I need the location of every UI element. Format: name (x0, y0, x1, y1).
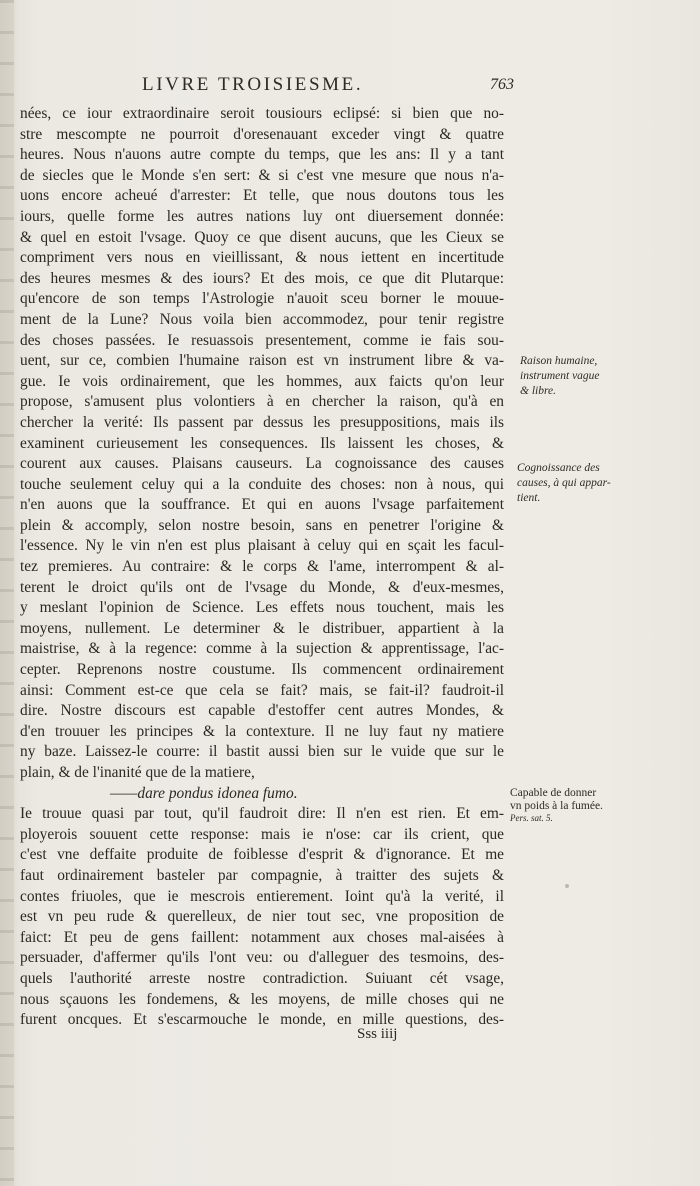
text-line: iours, quelle forme les autres nations luy ont diuersement donnée: (20, 207, 504, 225)
text-line: de siecles que le Monde s'en sert: & si c'est vne mesure que nous n'a- (20, 166, 504, 184)
text-line: dire. Nostre discours est capable d'estoffer cent autres Mondes, & (20, 702, 504, 720)
text-line: d'en trouuer les principes & la contexture. Il ne luy faut ny matiere (20, 722, 504, 740)
text-line: l'essence. Ny le vin n'en est plus plaisant à celuy qui en sçait les facul- (20, 537, 504, 555)
margin-note-line: vn poids à la fumée. (510, 800, 603, 812)
margin-note-line: Cognoissance des (517, 462, 600, 474)
text-line: c'est vne deffaite produite de foiblesse d'esprit & d'ignorance. Et me (20, 846, 504, 864)
text-line: ny baze. Laissez-le courre: il bastit aussi bien sur le vuide que sur le (20, 743, 504, 761)
text-line: est vn peu rude & querelleux, de nier tout sec, vne proposition de (20, 908, 504, 926)
margin-note-line: Raison humaine, (520, 355, 598, 367)
text-line: persuader, d'affermer qu'ils l'ont veu: ou d'alleguer des tesmoins, des- (20, 949, 504, 967)
margin-note-raison-humaine (520, 354, 600, 399)
text-line: nées, ce iour extraordinaire seroit tousiours eclipsé: si bien que no- (20, 105, 504, 122)
margin-note-capable (510, 787, 603, 824)
text-line: tez premieres. Au contraire: & le corps & l'ame, interrompent & al- (20, 558, 504, 576)
text-line: uons encore acheué d'arrester: Et telle, que nous doutons tous les (20, 187, 504, 205)
text-line: terent le droict qu'ils ont de l'vsage du Monde, & d'eux-mesmes, (20, 578, 504, 596)
text-line: Ie trouue quasi par tout, qu'il faudroit dire: Il n'en est rien. Et em- (20, 805, 504, 823)
binding-shadow (0, 0, 14, 1186)
latin-quotation: ——dare pondus idonea fumo. (110, 784, 298, 802)
margin-note-line: instrument vague (520, 370, 600, 382)
text-line: courent aux causes. Plaisans causeurs. La cognoissance des causes (20, 455, 504, 473)
text-line: des heures mesmes & des iours? Et des mois, ce que dit Plutarque: (20, 269, 504, 287)
main-text-block (20, 104, 504, 1031)
text-line: touche seulement celuy qui a la conduite des choses: non à nous, qui (20, 475, 504, 493)
page-header (0, 74, 700, 100)
text-line: contes friuoles, que ie mescrois entierement. Ioint qu'à la verité, il (20, 887, 504, 905)
text-line: quels l'authorité arreste nostre contradiction. Suiuant cét vsage, (20, 969, 504, 987)
text-line: moyens, nullement. Le determiner & le distribuer, appartient à la (20, 619, 504, 637)
text-line: chercher la verité: Ils passent par dessus les presuppositions, mais ils (20, 413, 504, 431)
text-line: ment de la Lune? Nous voila bien accommodez, pour tenir registre (20, 310, 504, 328)
margin-note-line: & libre. (520, 385, 556, 397)
text-line: plain, & de l'inanité que de la matiere, (20, 764, 255, 781)
paper-spot (565, 884, 569, 888)
text-line: faict: Et peu de gens faillent: notamment aux choses mal-aisées à (20, 928, 504, 946)
text-line: cepter. Reprenons nostre coustume. Ils commencent ordinairement (20, 661, 504, 679)
text-line: uent, sur ce, combien l'humaine raison est vn instrument libre & va- (20, 352, 504, 370)
margin-note-line: causes, à qui appar- (517, 477, 611, 489)
text-line: propose, s'amusent plus volontiers à en chercher la raison, qu'à en (20, 393, 504, 411)
text-line: compriment vers nous en vieillissant, & nous iettent en incertitude (20, 249, 504, 267)
text-line: n'en auons que la souffrance. Et qui en auons l'vsage parfaitement (20, 496, 504, 514)
margin-note-line: tient. (517, 492, 541, 504)
text-line: nous sçauons les fondemens, & les moyens, de mille choses qui ne (20, 990, 504, 1008)
margin-note-reference: Pers. sat. 5. (510, 813, 553, 823)
text-line: gue. Ie vois ordinairement, que les hommes, aux faicts qu'on leur (20, 372, 504, 390)
signature-mark: Sss iiij (357, 1026, 398, 1042)
text-line: plein & accomply, selon nostre besoin, sans en penetrer l'origine & (20, 516, 504, 534)
text-line: y meslant l'opinion de Science. Les effets nous touchent, mais les (20, 599, 504, 617)
text-line: furent oncques. Et s'escarmouche le monde, en mille questions, des- (20, 1011, 504, 1029)
running-title: LIVRE TROISIESME. (142, 74, 364, 95)
text-line: ainsi: Comment est-ce que cela se fait? mais, se fait-il? faudroit-il (20, 681, 504, 699)
margin-note-cognoissance (517, 461, 611, 506)
margin-note-line: Capable de donner (510, 787, 597, 799)
text-line: heures. Nous n'auons autre compte du temps, que les ans: Il y a tant (20, 146, 504, 164)
text-line: faut ordinairement basteler par compagnie, à traitter des sujets & (20, 866, 504, 884)
text-line: & quel en estoit l'vsage. Quoy ce que disent aucuns, que les Cieux se (20, 228, 504, 246)
text-line: ployerois souuent cette response: mais ie n'ose: car ils crient, que (20, 825, 504, 843)
text-line: stre mescompte ne pourroit d'oresenauant exceder vingt & quatre (20, 125, 504, 143)
page-number: 763 (490, 76, 514, 93)
text-line: maistrise, & à la regence: comme à la sujection & apprentissage, l'ac- (20, 640, 504, 658)
text-line: examinent curieusement les consequences. Ils laissent les choses, & (20, 434, 504, 452)
text-line: des choses passées. Ie resuassois presentement, comme ie fais sou- (20, 331, 504, 349)
text-line: qu'encore de son temps l'Astrologie n'auoit sceu borner le mouue- (20, 290, 504, 308)
